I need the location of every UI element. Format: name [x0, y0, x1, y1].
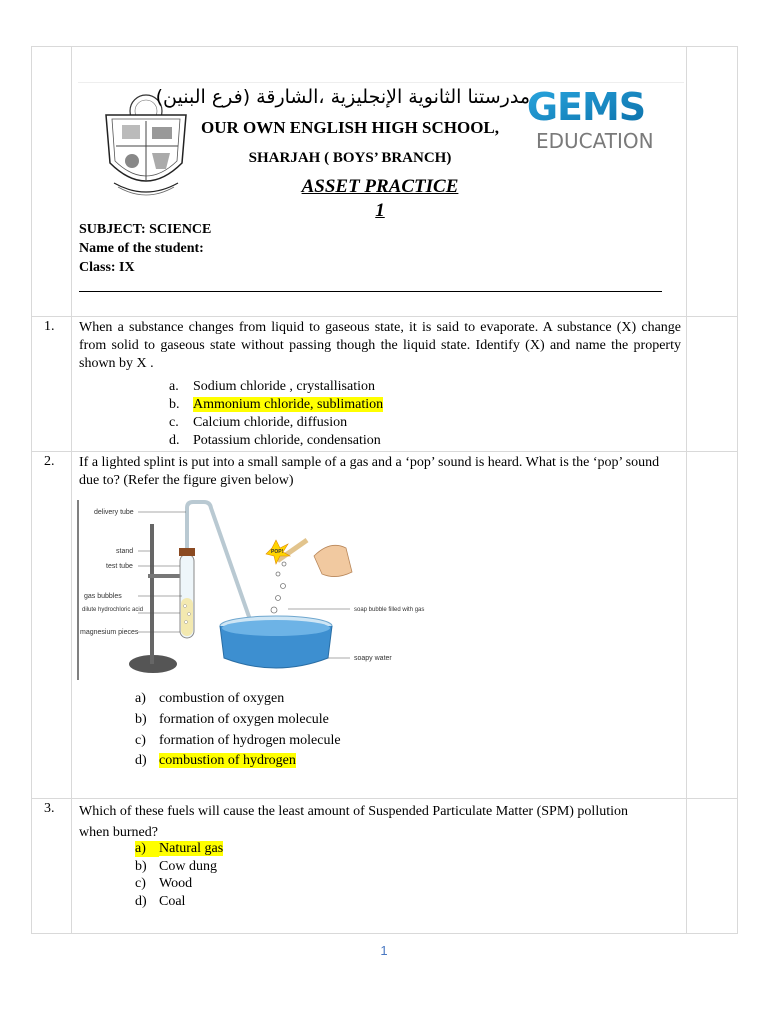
answer-option: d. Potassium chloride, condensation: [169, 433, 381, 448]
svg-text:magnesium pieces: magnesium pieces: [80, 629, 139, 636]
svg-text:soapy water: soapy water: [354, 655, 392, 662]
school-name-arabic: مدرستنا الثانوية الإنجليزية ،الشارقة (فرع البنين): [155, 86, 530, 108]
question-text: Which of these fuels will cause the least amount of Suspended Particulate Matter (SPM) pollution when burned?: [79, 804, 628, 840]
answer-option-correct: a) Natural gas: [135, 841, 224, 856]
page-number: 1: [380, 943, 388, 958]
table-column-divider: [686, 46, 687, 934]
table-border-right: [737, 46, 738, 934]
answer-option: c) Wood: [135, 876, 193, 891]
document-title: ASSET PRACTICE: [301, 176, 459, 197]
question-text: If a lighted splint is put into a small sample of a gas and a ‘pop’ sound is heard. What is the ‘pop’ sound due to? (Refer the figure given below): [79, 455, 660, 488]
answer-option: c. Calcium chloride, diffusion: [169, 415, 348, 430]
answer-option: d) Coal: [135, 894, 186, 909]
school-branch: SHARJAH ( BOYS’ BRANCH): [248, 150, 452, 166]
header-inner-line: [78, 82, 684, 83]
answer-option: b) formation of oxygen molecule: [135, 712, 329, 727]
school-name: OUR OWN ENGLISH HIGH SCHOOL,: [200, 118, 500, 137]
hydrogen-test-figure: [78, 498, 425, 682]
divider-rule: [79, 291, 662, 292]
svg-text:GEMS: GEMS: [526, 85, 646, 129]
svg-text:test tube: test tube: [106, 563, 133, 570]
question-text: When a substance changes from liquid to gaseous state, it is said to evaporate. A substance (X) change from solid to gaseous state without passing though the liquid state. Identify (X) and name the property shown by X .: [79, 320, 681, 371]
table-row-divider: [31, 451, 738, 452]
svg-text:delivery tube: delivery tube: [94, 509, 134, 516]
answer-option: b) Cow dung: [135, 859, 217, 874]
question-number: 2.: [44, 454, 55, 469]
answer-option: a) combustion of oxygen: [135, 691, 285, 706]
student-name-line: Name of the student:: [79, 241, 204, 256]
svg-text:soap bubble filled with gas: soap bubble filled with gas: [354, 607, 425, 613]
document-title-number: 1: [375, 200, 385, 221]
table-column-divider: [71, 46, 72, 934]
class-line: Class: IX: [79, 260, 135, 275]
table-border-top: [31, 46, 738, 47]
table-border-bottom: [31, 933, 738, 934]
answer-option-correct: b. Ammonium chloride, sublimation: [169, 397, 384, 412]
answer-option: a. Sodium chloride , crystallisation: [169, 379, 375, 394]
svg-text:POP!: POP!: [271, 549, 284, 555]
svg-text:stand: stand: [116, 548, 134, 555]
answer-option: c) formation of hydrogen molecule: [135, 733, 341, 748]
svg-text:gas bubbles: gas bubbles: [84, 593, 122, 600]
table-border-left: [31, 46, 32, 934]
subject-line: SUBJECT: SCIENCE: [79, 222, 212, 237]
question-number: 1.: [44, 319, 55, 334]
logo-subtext: EDUCATION: [536, 129, 654, 153]
answer-option-correct: d) combustion of hydrogen: [135, 753, 296, 768]
table-row-divider: [31, 316, 738, 317]
table-row-divider: [31, 798, 738, 799]
question-number: 3.: [44, 801, 55, 816]
svg-text:dilute hydrochloric acid: dilute hydrochloric acid: [82, 607, 144, 613]
